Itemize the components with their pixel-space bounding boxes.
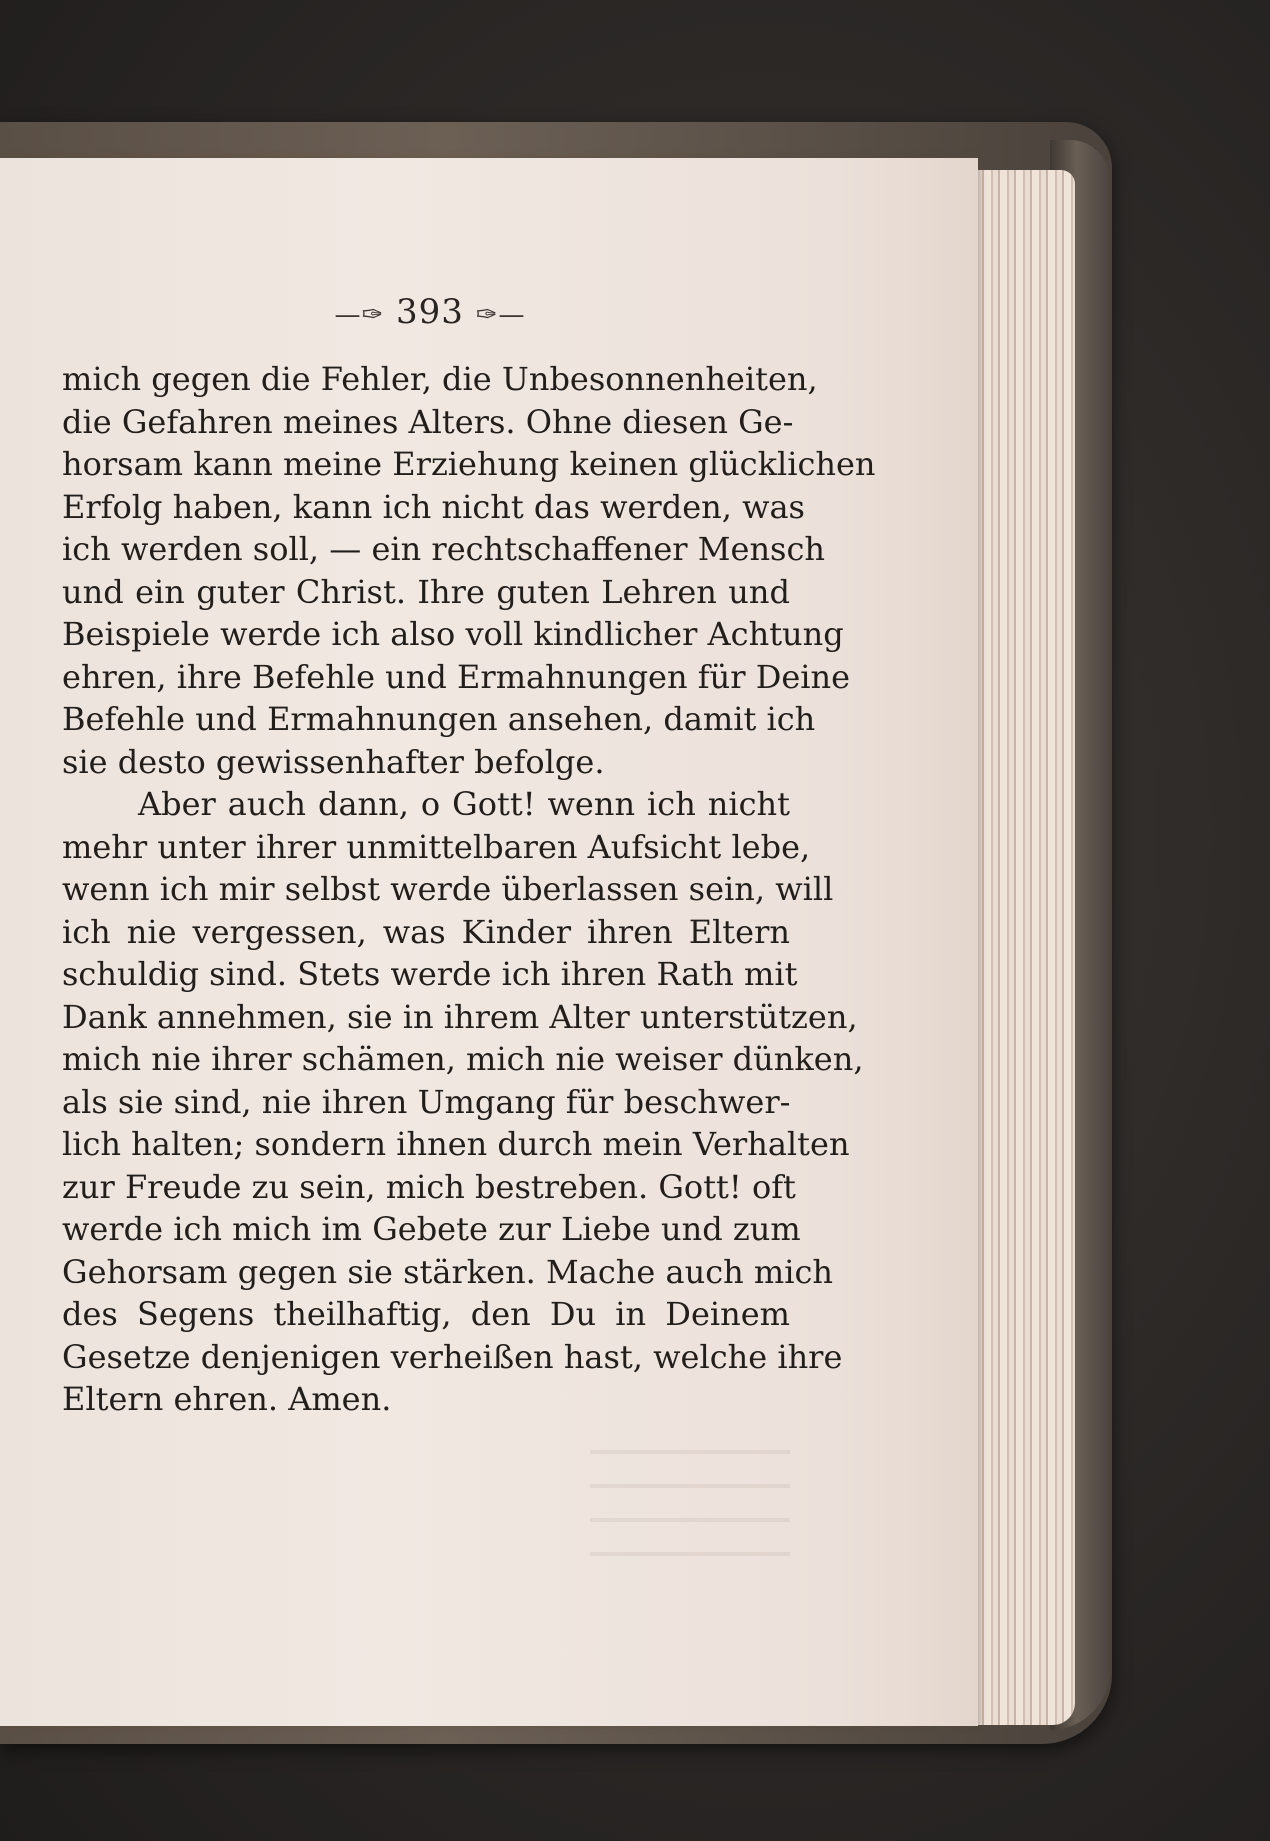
ornament-left: —✑ [334,300,385,330]
page-header [300,292,560,332]
text-line: die Gefahren meines Alters. Ohne diesen Ge- [62,402,794,441]
text-line: als sie sind, nie ihren Umgang für beschwer- [62,1082,791,1121]
body-text [62,358,876,1421]
text-line: mehr unter ihrer unmittelbaren Aufsicht lebe, [62,827,811,866]
text-line: lich halten; sondern ihnen durch mein Verhalten [62,1125,850,1163]
text-line: Gehorsam gegen sie stärken. Mache auch mich [62,1252,833,1291]
text-line: Erfolg haben, kann ich nicht das werden, was [62,487,805,526]
text-line: sie desto gewissenhafter befolge. [62,742,605,781]
text-line: ich nie vergessen, was Kinder ihren Eltern [62,912,790,951]
text-line: des Segens theilhaftig, den Du in Deinem [62,1295,790,1333]
bleed-through [590,1420,790,1580]
text-line: werde ich mich im Gebete zur Liebe und zum [62,1210,801,1248]
text-line: wenn ich mir selbst werde überlassen sein, will [62,870,834,908]
text-line: horsam kann meine Erziehung keinen glücklichen [62,445,876,483]
text-line: zur Freude zu sein, mich bestreben. Gott! oft [62,1167,796,1206]
text-line: Beispiele werde ich also voll kindlicher Achtung [62,615,844,653]
ornament-right: ✑— [475,300,526,330]
text-line: Aber auch dann, o Gott! wenn ich nicht [138,785,790,823]
page-number: 393 [396,292,464,332]
text-line: Eltern ehren. Amen. [62,1380,392,1418]
text-line: schuldig sind. Stets werde ich ihren Rath mit [62,955,798,993]
text-line: ehren, ihre Befehle und Ermahnungen für Deine [62,657,851,696]
text-line: Befehle und Ermahnungen ansehen, damit ich [62,700,816,738]
text-line: Dank annehmen, sie in ihrem Alter unterstützen, [62,997,858,1036]
text-line: und ein guter Christ. Ihre guten Lehren und [62,572,790,611]
text-line: ich werden soll, — ein rechtschaffener Mensch [62,530,825,568]
text-line: mich nie ihrer schämen, mich nie weiser dünken, [62,1040,864,1078]
text-line: mich gegen die Fehler, die Unbesonnenheiten, [62,360,818,398]
text-line: Gesetze denjenigen verheißen hast, welche ihre [62,1337,843,1376]
